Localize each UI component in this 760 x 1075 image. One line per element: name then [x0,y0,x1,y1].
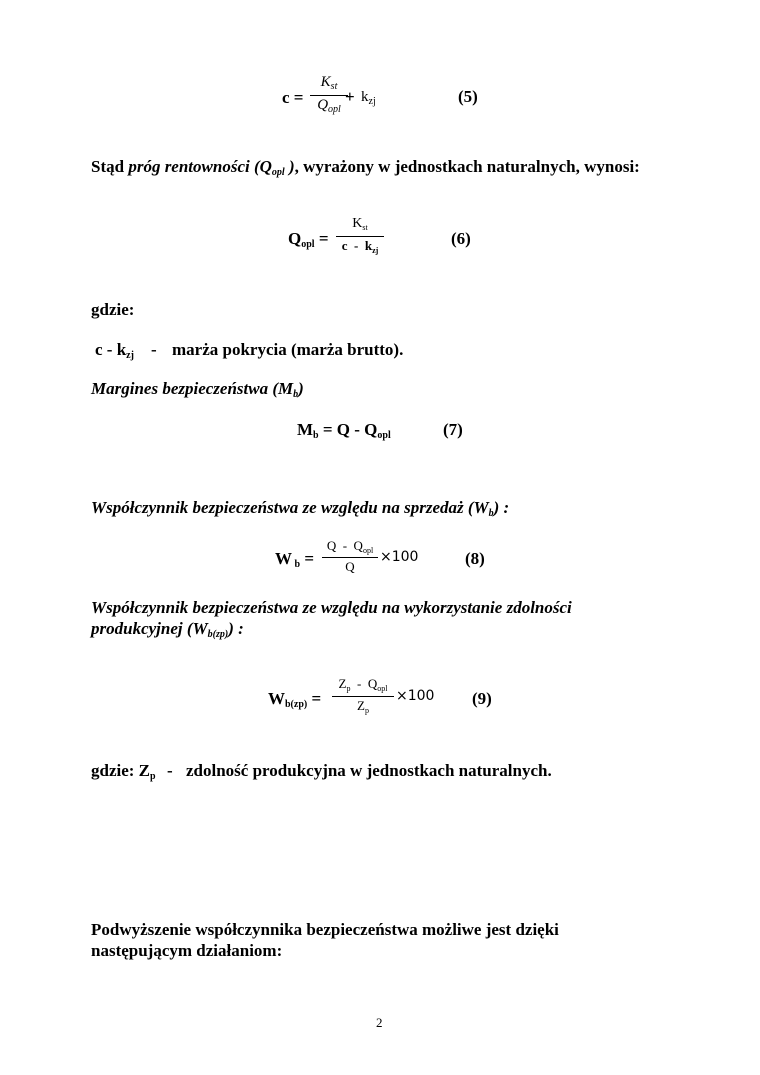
eq9-fraction-line [332,696,394,697]
eq8-times-100: ×100 [380,549,419,565]
eq8-denominator: Q [345,559,355,574]
closing-line2: następującym działaniom: [91,941,283,960]
eq8-numerator: Q - $Q_{opl}$ [326,538,374,555]
paragraph-prog-rentownosci: Stąd próg rentowności ($Q_{opl}$ ), wyrażony w jednostkach naturalnych, wynosi: [91,157,640,178]
def-marza-dash: - [151,340,157,359]
page-number: 2 [376,1015,383,1030]
eq5-number: (5) [458,87,478,106]
wb-heading: Współczynnik bezpieczeństwa ze względu na sprzedaż $(W_b)$ : [91,498,510,519]
margines-heading: Margines bezpieczeństwa $(M_b)$ [91,379,304,400]
eq8-fraction [320,538,380,582]
eq9-fraction [330,676,396,722]
eq9-denominator: $Z_p$ [357,698,369,715]
eq7-number: (7) [443,420,463,439]
def-marza-text: marża pokrycia (marża brutto). [172,340,404,359]
def-marza-symbol: c - $k_{zj}$ [95,340,134,361]
def-zp-dash: - [167,761,173,780]
eq5-fraction-line [310,95,348,96]
def-zp-text: zdolność produkcyjna w jednostkach naturalnych. [186,761,552,780]
def-zp-label: gdzie: $Z_p$ [91,761,156,782]
eq5-denominator: $Q_{opl}$ [317,97,341,115]
eq5-fraction [308,74,350,118]
eq6-fraction-line [336,236,384,237]
eq9-times-100: ×100 [396,688,435,704]
eq5-plus: + [345,87,355,106]
eq6-denominator: c - $k_{zj}$ [341,238,379,255]
eq8-fraction-line [322,557,378,558]
eq7-formula: $M_b = Q - Q_{opl}$ [297,420,391,441]
eq8-lhs: W $_b$ = [275,549,314,570]
eq6-lhs: $Q_{opl}$ = [288,229,329,250]
eq9-lhs: $W_{b(zp)}$ = [268,689,322,710]
wbzp-heading-line2: produkcyjnej $(W_{b(zp)})$ : [91,619,244,640]
eq5-lhs: c = [282,88,304,107]
eq9-number: (9) [472,689,492,708]
eq6-number: (6) [451,229,471,248]
gdzie-label: gdzie: [91,300,135,319]
closing-line1: Podwyższenie współczynnika bezpieczeństwa możliwe jest dzięki [91,920,559,939]
eq6-numerator: $K_{st}$ [352,216,368,232]
eq9-numerator: $Z_p - Q_{opl}$ [338,676,388,693]
eq5-kzj: $k_{zj}$ [361,89,376,107]
eq6-fraction [334,216,386,260]
eq8-number: (8) [465,549,485,568]
wbzp-heading-line1: Współczynnik bezpieczeństwa ze względu na wykorzystanie zdolności [91,598,572,617]
eq5-numerator: $K_{st}$ [320,74,338,92]
